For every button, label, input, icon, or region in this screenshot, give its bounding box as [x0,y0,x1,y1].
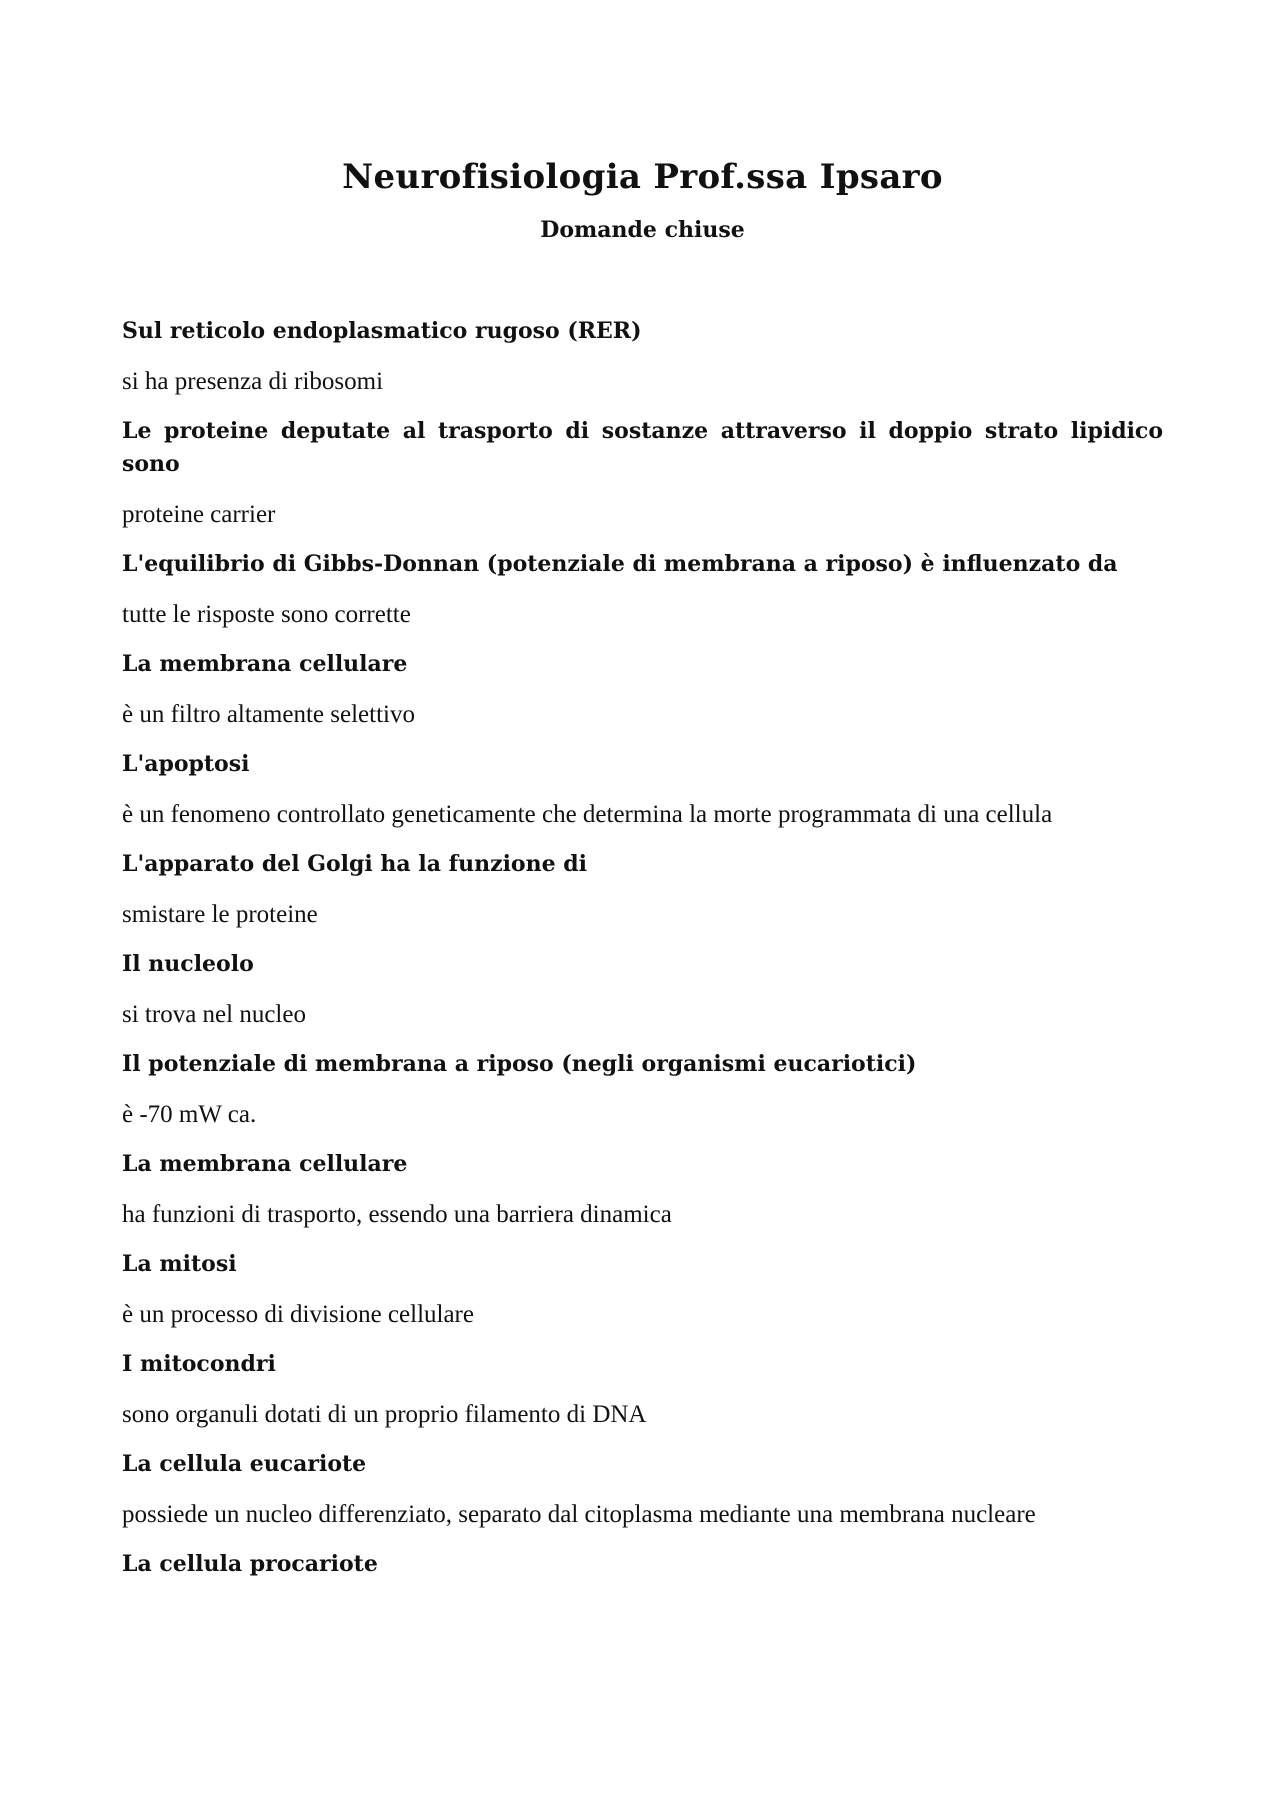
question-text: Il nucleolo [122,951,254,977]
question-text: Il potenziale di membrana a riposo (negli organismi eucariotici) [122,1051,917,1077]
answer-text: si ha presenza di ribosomi [122,368,384,395]
question-text: L'apoptosi [122,751,250,777]
question-text: L'equilibrio di Gibbs-Donnan (potenziale di membrana a riposo) è influenzato da [122,551,1118,577]
answer-text: è un filtro altamente selettivo [122,701,415,728]
question-text: La mitosi [122,1251,237,1277]
document-subtitle: Domande chiuse [540,217,745,243]
document-title: Neurofisiologia Prof.ssa Ipsaro [342,157,943,197]
answer-text: sono organuli dotati di un proprio filamento di DNA [122,1401,647,1428]
question-text: I mitocondri [122,1351,276,1377]
answer-text: si trova nel nucleo [122,1001,306,1028]
question-text: Le proteine deputate al trasporto di sostanze attraverso il doppio strato lipidico sono [122,418,1163,477]
answer-text: è un fenomeno controllato geneticamente che determina la morte programmata di una cellula [122,801,1053,828]
answer-text: è un processo di divisione cellulare [122,1301,474,1328]
answer-text: possiede un nucleo differenziato, separato dal citoplasma mediante una membrana nucleare [122,1501,1036,1528]
qa-list [122,315,1163,1581]
answer-text: smistare le proteine [122,901,318,928]
question-text: L'apparato del Golgi ha la funzione di [122,851,587,877]
answer-text: tutte le risposte sono corrette [122,601,411,628]
answer-text: proteine carrier [122,501,276,528]
question-text: La membrana cellulare [122,651,408,677]
question-text: Sul reticolo endoplasmatico rugoso (RER) [122,318,642,344]
answer-text: è -70 mW ca. [122,1101,257,1128]
question-text: La cellula eucariote [122,1451,367,1477]
question-text: La membrana cellulare [122,1151,408,1177]
question-text: La cellula procariote [122,1551,378,1577]
answer-text: ha funzioni di trasporto, essendo una barriera dinamica [122,1201,672,1228]
